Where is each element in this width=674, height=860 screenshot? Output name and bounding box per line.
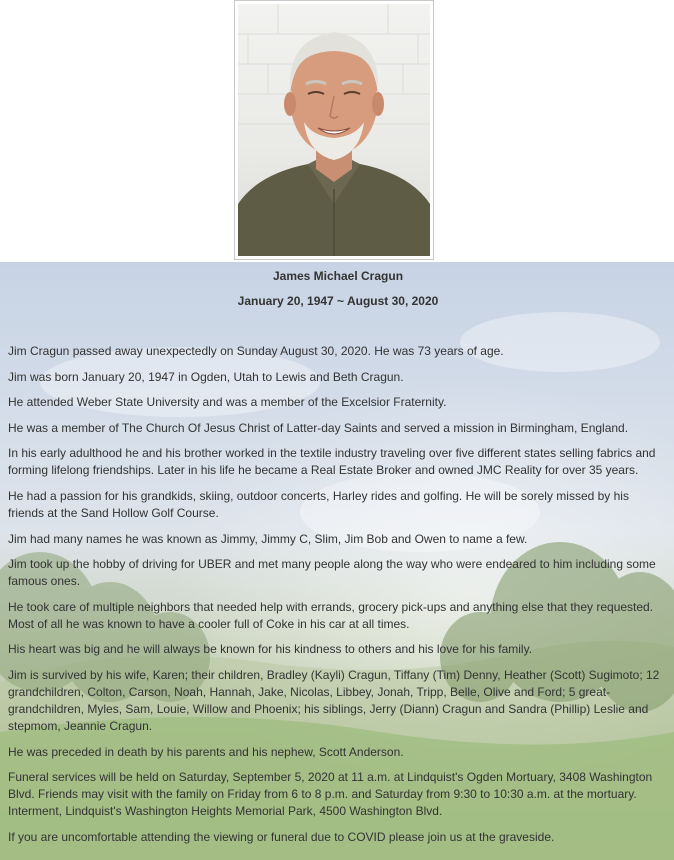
portrait-illustration — [238, 4, 430, 256]
obituary-content — [0, 268, 674, 846]
obituary-paragraph: He had a passion for his grandkids, skiing, outdoor concerts, Harley rides and golfing. He will be sorely missed by his friends at the Sand Hollow Golf Course. — [8, 488, 629, 520]
obituary-paragraph: Jim Cragun passed away unexpectedly on Sunday August 30, 2020. He was 73 years of age. — [8, 344, 504, 358]
obituary-paragraph: His heart was big and he will always be known for his kindness to others and his love for his family. — [8, 642, 533, 657]
obituary-paragraph: He attended Weber State University and was a member of the Excelsior Fraternity. — [8, 395, 447, 410]
obituary-paragraph: Funeral services will be held on Saturday, September 5, 2020 at 11 a.m. at Lindquist's Ogden Mortuary, 3408 Washington Blvd. Friends may visit with the family on Friday from 6 to 8 p.m. and Saturday from 9:30 to 10:30 a.m. at the mortuary. Interment, Lindquist's Washington Heights Memorial Park, 4500 Washington Blvd. — [8, 770, 653, 819]
obituary-paragraph: He was preceded in death by his parents and his nephew, Scott Anderson. — [8, 744, 404, 759]
obituary-paragraph: He took care of multiple neighbors that needed help with errands, grocery pick-ups and anything else that they requested. Most of all he was known to have a cooler full of Coke in his car at all times. — [8, 599, 654, 631]
life-dates: January 20, 1947 ~ August 30, 2020 — [237, 294, 439, 308]
deceased-name: James Michael Cragun — [272, 269, 404, 283]
obituary-text — [8, 343, 668, 846]
obituary-paragraph: If you are uncomfortable attending the viewing or funeral due to COVID please join us at the graveside. — [8, 829, 555, 844]
obituary-paragraph: In his early adulthood he and his brother worked in the textile industry traveling over five different states selling fabrics and forming lifelong friendships. Later in his life he became a Real Estate Broker and owned JMC Reality for over 35 years. — [8, 446, 656, 478]
obituary-panel — [0, 262, 674, 860]
portrait-photo — [238, 4, 430, 256]
obituary-paragraph: Jim took up the hobby of driving for UBER and met many people along the way who were endeared to him including some famous ones. — [8, 557, 656, 589]
obituary-paragraph: Jim had many names he was known as Jimmy, Jimmy C, Slim, Jim Bob and Owen to name a few. — [8, 531, 528, 546]
portrait-frame — [234, 0, 434, 260]
obituary-paragraph: Jim was born January 20, 1947 in Ogden, Utah to Lewis and Beth Cragun. — [8, 369, 404, 384]
obituary-paragraph: Jim is survived by his wife, Karen; their children, Bradley (Kayli) Cragun, Tiffany (Tim) Denny, Heather (Scott) Sugimoto; 12 grandchildren, Colton, Carson, Noah, Hannah, Jake, Nicolas, Libbey, Jonah, Tripp, Belle, Olive and Ford; 5 great-grandchildren, Myles, Sam, Louie, Willow and Phoenix; his siblings, Jerry (Diann) Cragun and Sandra (Phillip) Leslie and stepmom, Jeannie Cragun. — [8, 667, 660, 733]
obituary-paragraph: He was a member of The Church Of Jesus Christ of Latter-day Saints and served a mission in Birmingham, England. — [8, 420, 629, 435]
